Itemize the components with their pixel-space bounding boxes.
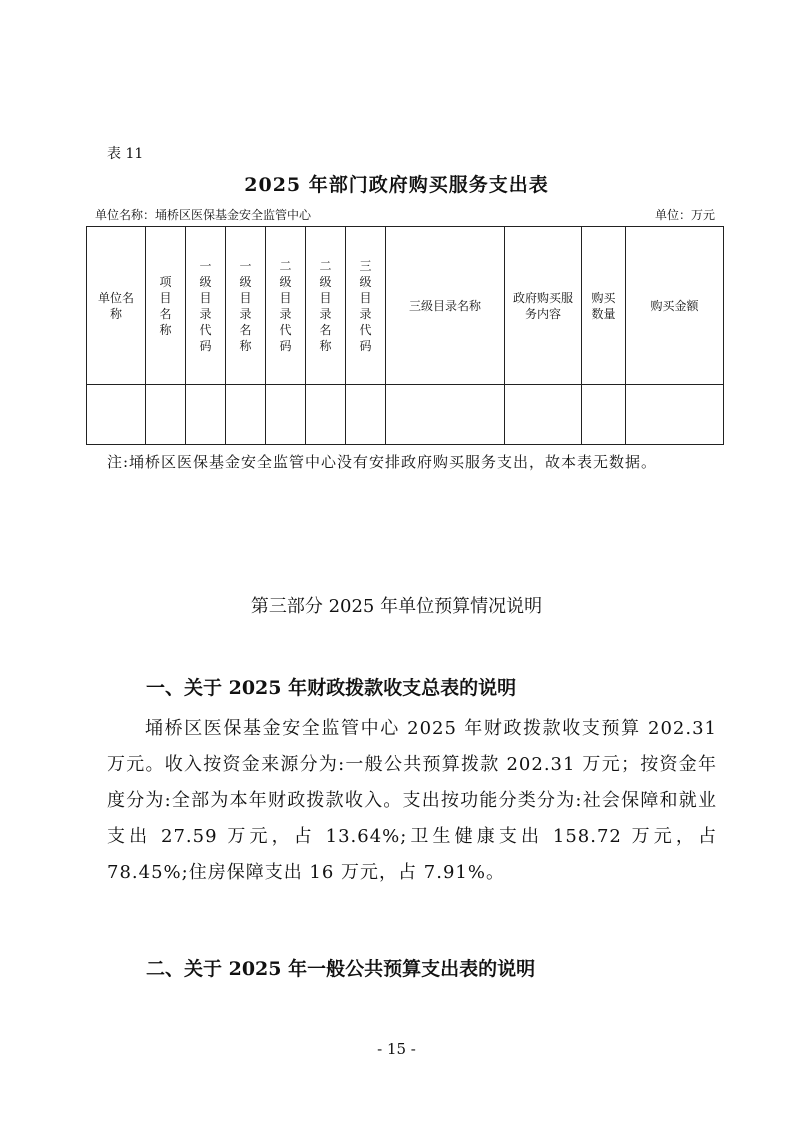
table-cell [266, 385, 306, 445]
header-cell: 三级目录名称 [386, 227, 505, 385]
header-cell: 购买数量 [582, 227, 626, 385]
table-header-row [87, 227, 724, 385]
section-1-paragraph: 埇桥区医保基金安全监管中心 2025 年财政拨款收支预算 202.31 万元。收入按资金来源分为:一般公共预算拨款 202.31 万元；按资金年度分为:全部为本年财政拨款收入。支出按功能分类分为:社会保障和就业支出 27.59 万元，占 13.64%;卫生健康支出 158.72 万元，占 78.45%;住房保障支出 16 万元，占 7.91%。 [107, 718, 717, 883]
table-cell [186, 385, 226, 445]
table-cell [505, 385, 582, 445]
table-note: 注:埇桥区医保基金安全监管中心没有安排政府购买服务支出，故本表无数据。 [107, 453, 658, 471]
header-cell: 政府购买服务内容 [505, 227, 582, 385]
part-heading: 第三部分 2025 年单位预算情况说明 [250, 596, 543, 617]
section-2-heading: 二、关于 2025 年一般公共预算支出表的说明 [146, 958, 536, 980]
table-number-label: 表 11 [107, 146, 144, 162]
header-cell: 三级目录代码 [346, 227, 386, 385]
table-cell [226, 385, 266, 445]
header-cell: 购买金额 [626, 227, 724, 385]
table-cell [87, 385, 146, 445]
table-cell [386, 385, 505, 445]
header-cell: 项目名称 [146, 227, 186, 385]
table-cell [626, 385, 724, 445]
table-cell [146, 385, 186, 445]
table-row [87, 385, 724, 445]
table-cell [306, 385, 346, 445]
section-1-heading: 一、关于 2025 年财政拨款收支总表的说明 [146, 677, 517, 699]
purchase-services-table [86, 226, 724, 445]
header-cell: 二级目录代码 [266, 227, 306, 385]
header-cell: 一级目录代码 [186, 227, 226, 385]
header-cell: 二级目录名称 [306, 227, 346, 385]
unit-name: 单位名称：埇桥区医保基金安全监管中心 [95, 208, 312, 222]
table-title: 2025 年部门政府购买服务支出表 [244, 174, 549, 196]
header-cell: 单位名称 [87, 227, 146, 385]
header-cell: 一级目录名称 [226, 227, 266, 385]
page-number: - 15 - [377, 1040, 416, 1058]
table-cell [346, 385, 386, 445]
table-cell [582, 385, 626, 445]
unit-label: 单位：万元 [654, 208, 715, 222]
